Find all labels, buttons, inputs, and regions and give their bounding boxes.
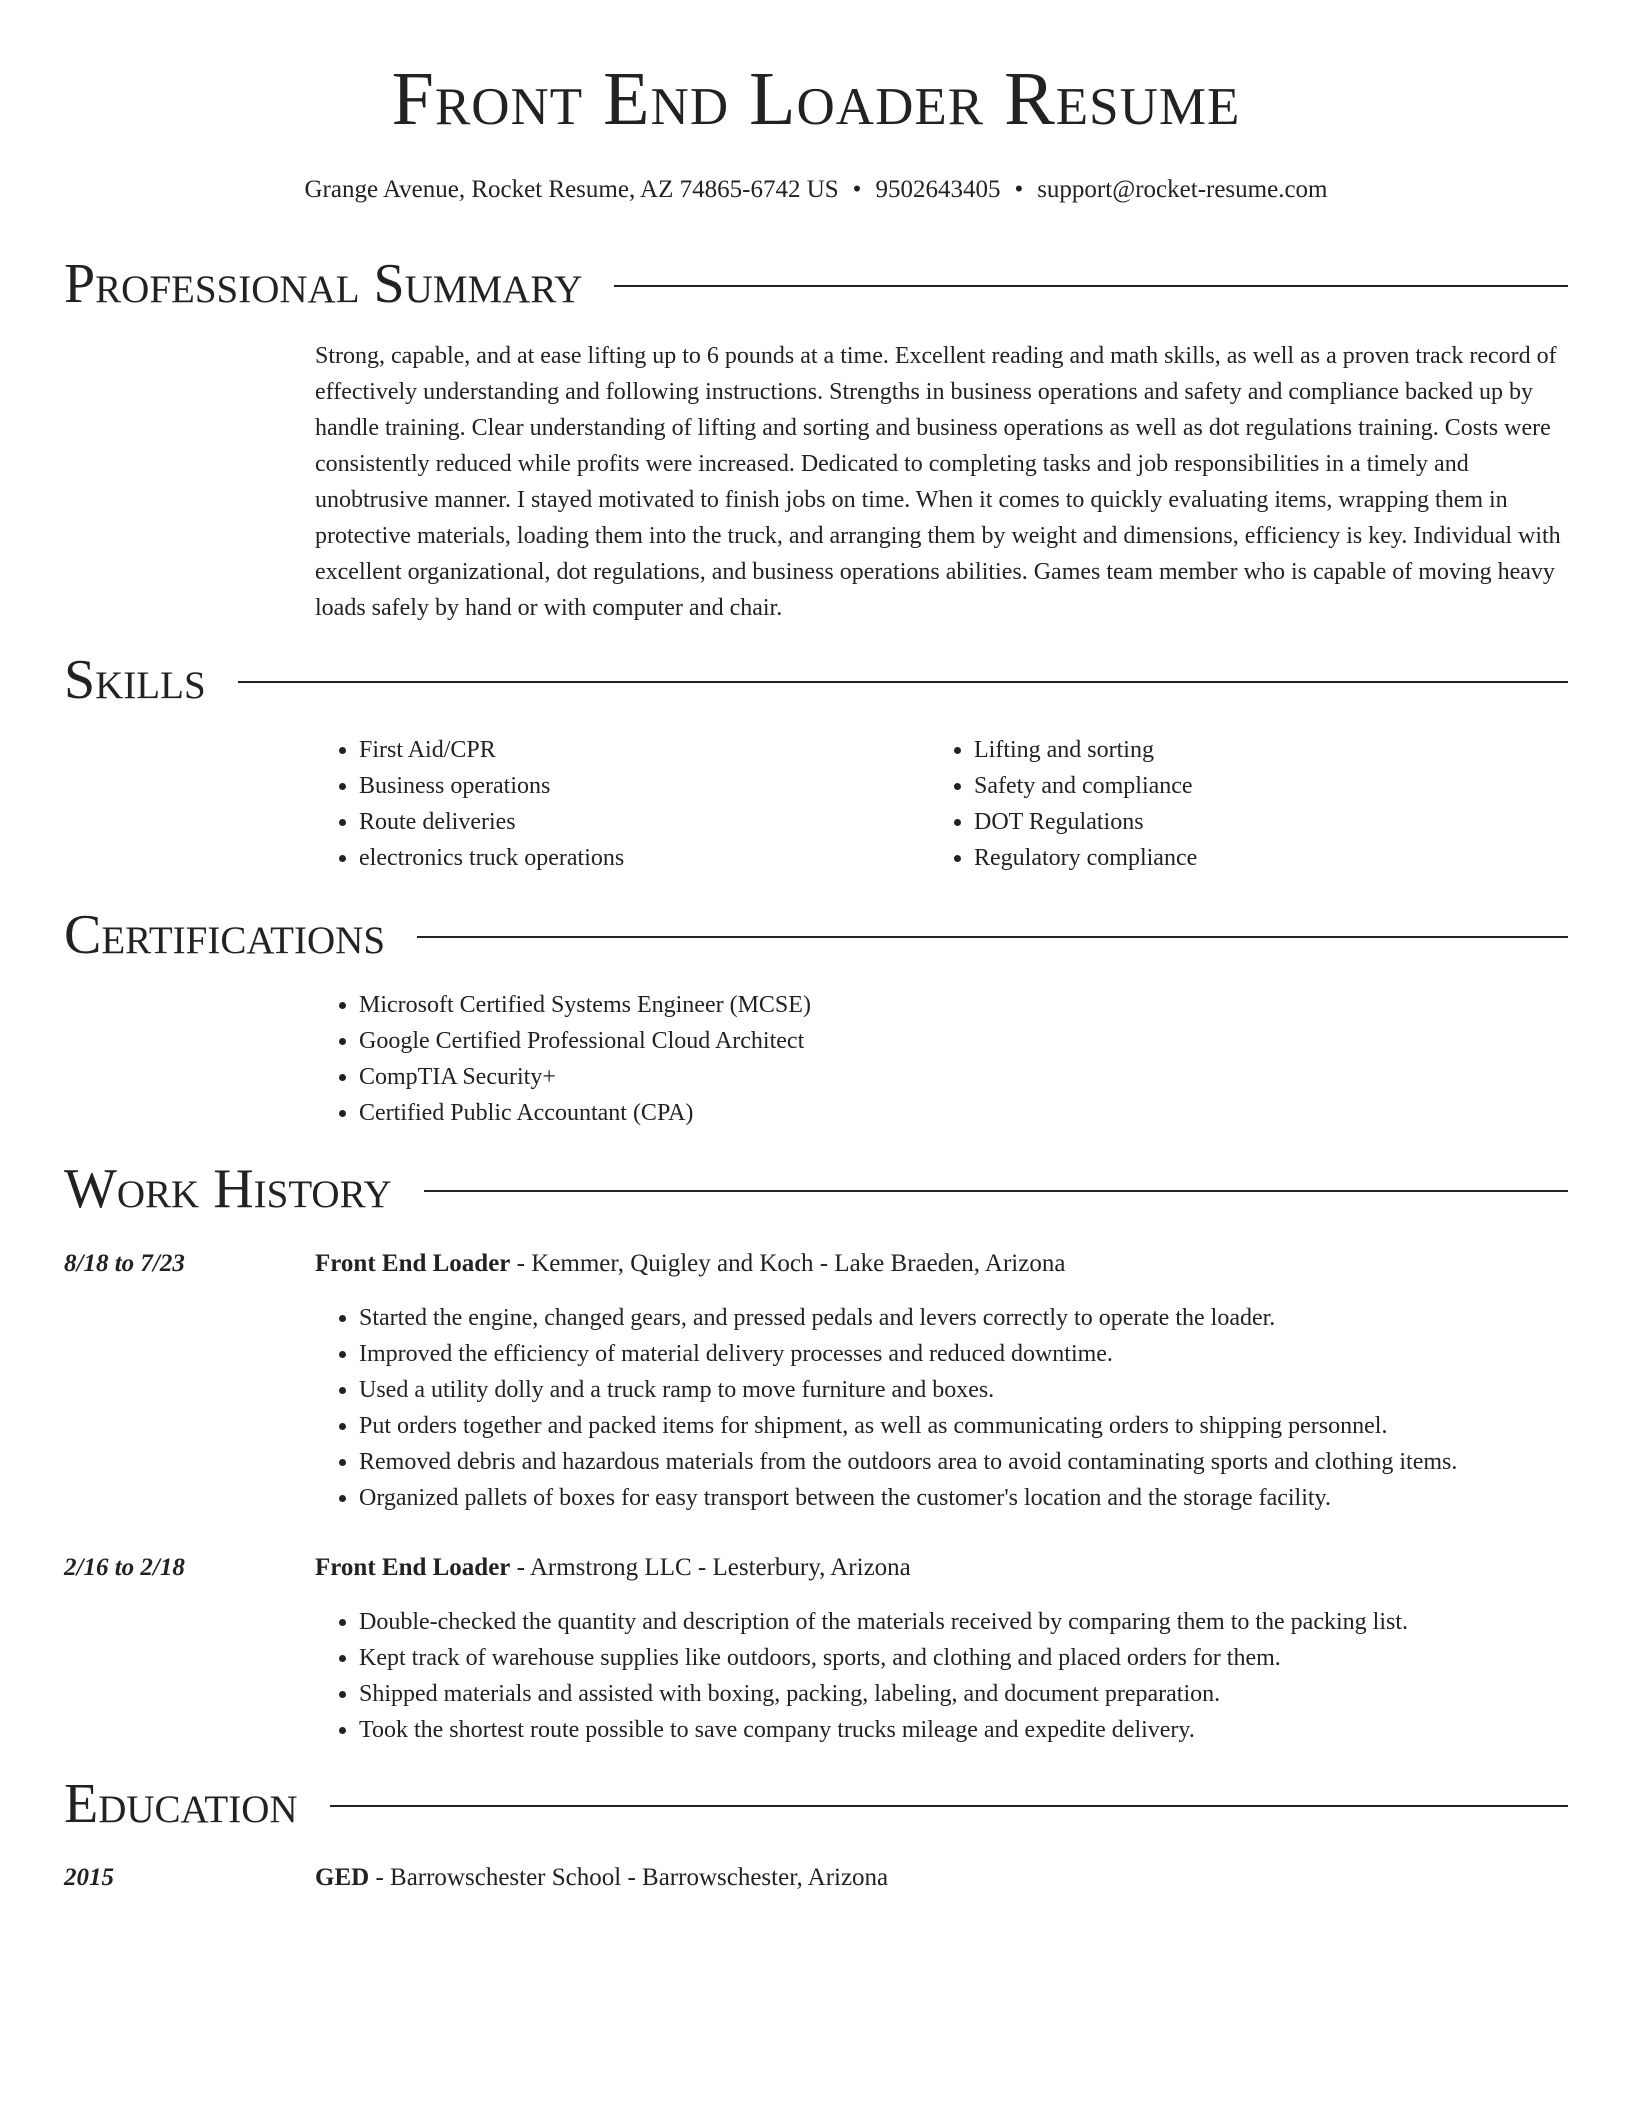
skills-section-header: [64, 649, 1568, 711]
job-bullet: • Shipped materials and assisted with boxing, packing, labeling, and document preparation.: [359, 1676, 1609, 1712]
section-divider: [614, 285, 1568, 287]
section-divider: [417, 936, 1568, 938]
job-details: - Kemmer, Quigley and Koch - Lake Braeden, Arizona: [510, 1250, 1066, 1277]
job-bullets: [315, 1604, 1609, 1748]
skill-item: • electronics truck operations: [359, 840, 919, 876]
education-line: [315, 1860, 888, 1896]
certification-item: • Certified Public Accountant (CPA): [359, 1095, 1559, 1131]
job-role: Front End Loader: [315, 1554, 511, 1581]
job-bullet: • Started the engine, changed gears, and pressed pedals and levers correctly to operate the loader.: [359, 1300, 1609, 1336]
job-bullet: • Removed debris and hazardous materials from the outdoors area to avoid contaminating sports and clothing items.: [359, 1444, 1609, 1480]
skill-item: • First Aid/CPR: [359, 732, 919, 768]
skills-list-left: [315, 732, 919, 876]
certification-item: • CompTIA Security+: [359, 1059, 1559, 1095]
certification-item: • Microsoft Certified Systems Engineer (MCSE): [359, 987, 1559, 1023]
job-bullet: • Took the shortest route possible to save company trucks mileage and expedite delivery.: [359, 1712, 1609, 1748]
contact-line: [0, 175, 1632, 205]
summary-text: Strong, capable, and at ease lifting up to 6 pounds at a time. Excellent reading and math skills, as well as a proven track record of effectively understanding and following instructions. Strengths in business operations and safety and compliance backed up by handle training. Clear understanding of lifting and sorting and business operations as well as dot regulations training. Costs were consistently reduced while profits were increased. Dedicated to completing tasks and job responsibilities in a timely and unobtrusive manner. I stayed motivated to finish jobs on time. When it comes to quickly evaluating items, wrapping them in protective materials, loading them into the truck, and arranging them by weight and dimensions, efficiency is key. Individual with excellent organizational, dot regulations, and business operations abilities. Games team member who is capable of moving heavy loads safely by hand or with computer and chair.: [315, 343, 1561, 621]
skills-list-right: [930, 732, 1574, 876]
contact-email: support@rocket-resume.com: [1037, 176, 1328, 203]
education-year: 2015: [64, 1864, 114, 1891]
skill-item: • Route deliveries: [359, 804, 919, 840]
contact-separator: •: [852, 176, 862, 203]
job-bullet: • Improved the efficiency of material delivery processes and reduced downtime.: [359, 1336, 1609, 1372]
summary-section-header: [64, 253, 1568, 315]
job-bullet: • Put orders together and packed items for shipment, as well as communicating orders to shipping personnel.: [359, 1408, 1609, 1444]
skill-item: • Safety and compliance: [974, 768, 1574, 804]
work-section-header: [64, 1158, 1568, 1220]
job-title-line: [315, 1550, 911, 1586]
skill-item: • DOT Regulations: [974, 804, 1574, 840]
summary-section-title: Professional Summary: [64, 253, 583, 315]
section-divider: [424, 1190, 1568, 1192]
contact-phone: 9502643405: [875, 176, 1001, 203]
skill-item: • Business operations: [359, 768, 919, 804]
education-degree: GED: [315, 1864, 370, 1891]
education-section-header: [64, 1773, 1568, 1835]
job-bullets: [315, 1300, 1609, 1516]
job-dates: 8/18 to 7/23: [64, 1250, 185, 1277]
education-section-title: Education: [64, 1773, 298, 1835]
skill-item: • Regulatory compliance: [974, 840, 1574, 876]
certification-item: • Google Certified Professional Cloud Architect: [359, 1023, 1559, 1059]
education-details: - Barrowschester School - Barrowschester, Arizona: [369, 1864, 889, 1891]
contact-address: Grange Avenue, Rocket Resume, AZ 74865-6742 US: [304, 176, 839, 203]
certifications-list: [315, 987, 1559, 1131]
skills-section-title: Skills: [64, 649, 206, 711]
job-dates: 2/16 to 2/18: [64, 1554, 185, 1581]
job-role: Front End Loader: [315, 1250, 511, 1277]
work-section-title: Work History: [64, 1158, 392, 1220]
certifications-section-title: Certifications: [64, 904, 386, 966]
section-divider: [330, 1805, 1568, 1807]
resume-name: Front End Loader Resume: [391, 57, 1241, 141]
certifications-section-header: [64, 904, 1568, 966]
job-details: - Armstrong LLC - Lesterbury, Arizona: [510, 1554, 911, 1581]
skill-item: • Lifting and sorting: [974, 732, 1574, 768]
contact-separator: •: [1014, 176, 1024, 203]
job-bullet: • Organized pallets of boxes for easy transport between the customer's location and the storage facility.: [359, 1480, 1609, 1516]
job-bullet: • Used a utility dolly and a truck ramp to move furniture and boxes.: [359, 1372, 1609, 1408]
section-divider: [238, 681, 1568, 683]
job-bullet: • Kept track of warehouse supplies like outdoors, sports, and clothing and placed orders for them.: [359, 1640, 1609, 1676]
job-title-line: [315, 1246, 1065, 1282]
job-bullet: • Double-checked the quantity and description of the materials received by comparing them to the packing list.: [359, 1604, 1609, 1640]
